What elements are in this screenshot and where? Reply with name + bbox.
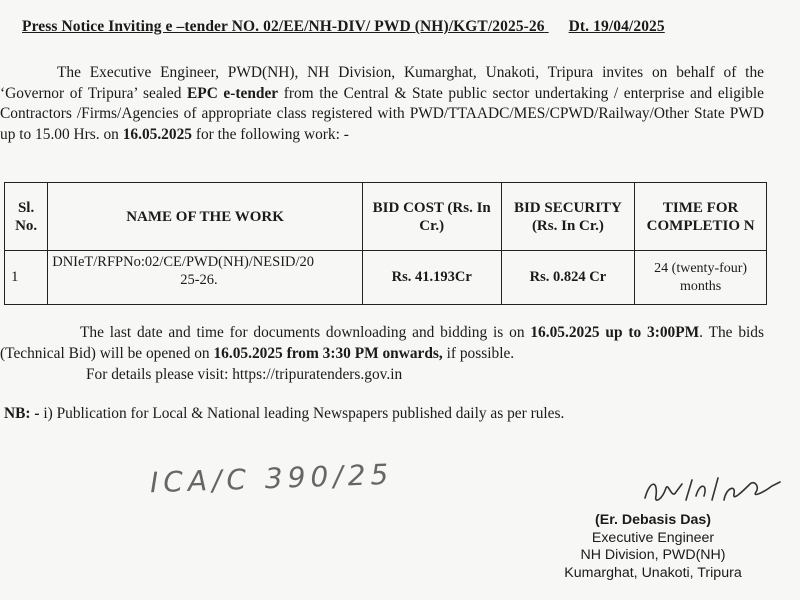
cell-bid-security: Rs. 0.824 Cr <box>501 251 635 305</box>
deadline-bold-2: 16.05.2025 from 3:30 PM onwards, <box>213 345 443 362</box>
tender-table <box>4 182 767 305</box>
handwritten-reference: ICA/C 390/25 <box>149 457 394 500</box>
header-bid-security: BID SECURITY (Rs. In Cr.) <box>501 183 635 251</box>
cell-sl: 1 <box>5 251 48 305</box>
notice-number: Press Notice Inviting e –tender NO. 02/EE/NH-DIV/ PWD (NH)/KGT/2025-26 <box>22 18 545 35</box>
header-time: TIME FOR COMPLETIO N <box>635 183 767 251</box>
cell-bid-cost: Rs. 41.193Cr <box>362 251 501 305</box>
intro-bold-2: 16.05.2025 <box>122 125 192 143</box>
signatory-office: NH Division, PWD(NH) <box>580 547 726 563</box>
intro-text-2: from the Central & State public sector undertaking / enterprise and eligible Contractors /Firms/Agencies of appropriate class registered with PWD/TTAADC/MES/CPWD/Railway/Other State PWD up to 15.00 Hrs. on <box>0 84 764 143</box>
deadline-text-3: if possible. <box>442 345 515 362</box>
work-line-2: 25-26. <box>180 272 218 288</box>
signatory-location: Kumarghat, Unakoti, Tripura <box>564 564 742 581</box>
header-sl: Sl. No. <box>5 183 48 251</box>
notice-title <box>22 18 742 36</box>
signatory-name: (Er. Debasis Das) <box>595 512 711 528</box>
deadline-text-1: The last date and time for documents downloading and bidding is on <box>80 324 531 341</box>
signatory-designation: Executive Engineer <box>591 529 715 546</box>
nb-label: NB: - <box>4 405 40 422</box>
intro-text-3: for the following work: - <box>191 125 349 143</box>
cell-time: 24 (twenty-four) months <box>635 251 767 305</box>
signature-mark <box>640 470 790 510</box>
nb-text: i) Publication for Local & National leading Newspapers published daily as per rules. <box>39 405 565 422</box>
signatory-block <box>538 512 768 582</box>
table-header-row <box>5 183 767 251</box>
deadline-paragraph <box>0 322 764 364</box>
table-row <box>5 251 767 305</box>
header-work: NAME OF THE WORK <box>48 183 363 251</box>
deadline-text-2: . The bids (Technical Bid) will be opened on <box>0 324 764 362</box>
deadline-bold-1: 16.05.2025 up to 3:00PM <box>530 324 700 341</box>
intro-paragraph <box>0 63 764 145</box>
nb-line <box>4 405 564 423</box>
notice-date: Dt. 19/04/2025 <box>568 18 665 35</box>
details-line: For details please visit: https://tripuratenders.gov.in <box>86 366 403 383</box>
work-line-1: DNIeT/RFPNo:02/CE/PWD(NH)/NESID/20 <box>52 254 315 270</box>
intro-bold-1: EPC e-tender <box>187 84 279 102</box>
header-bid-cost: BID COST (Rs. In Cr.) <box>362 183 501 251</box>
intro-text-1: The Executive Engineer, PWD(NH), NH Division, Kumarghat, Unakoti, Tripura invites on behalf of the ‘Governor of Tripura’ sealed <box>0 64 764 102</box>
cell-work <box>48 251 363 305</box>
